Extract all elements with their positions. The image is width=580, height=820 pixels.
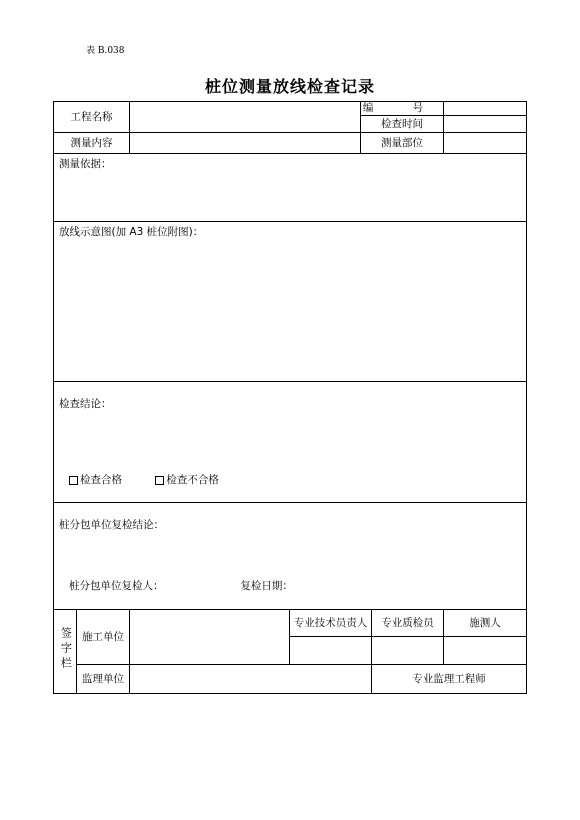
number-value[interactable] xyxy=(444,102,527,116)
survey-basis-label: 测量依据： xyxy=(59,158,112,170)
subcontractor-sign-row xyxy=(69,580,293,592)
project-name-value[interactable] xyxy=(130,102,361,133)
page-title: 桩位测量放线检查记录 xyxy=(204,77,375,96)
form-code: 表 B.038 xyxy=(86,46,125,56)
record-form-table xyxy=(53,101,527,694)
tech-lead-signature[interactable] xyxy=(290,637,372,665)
check-time-value[interactable] xyxy=(444,116,527,133)
tech-lead-label: 专业技术员责人 xyxy=(290,610,372,637)
survey-content-value[interactable] xyxy=(130,133,361,154)
rechecker-label: 桩分包单位复检人： xyxy=(69,580,164,592)
survey-part-value[interactable] xyxy=(444,133,527,154)
surveyor-label: 施测人 xyxy=(444,610,527,637)
fail-label: 检查不合格 xyxy=(166,474,219,486)
recheck-date-label: 复检日期： xyxy=(240,580,293,592)
layout-diagram-label: 放线示意图(加 A3 桩位附图)： xyxy=(59,226,204,238)
pass-option[interactable] xyxy=(69,474,122,486)
survey-content-label: 测量内容 xyxy=(54,133,130,154)
inspection-conclusion-section xyxy=(54,382,527,503)
survey-part-label: 测量部位 xyxy=(361,133,444,154)
fail-option[interactable] xyxy=(155,474,219,486)
pass-label: 检查合格 xyxy=(80,474,122,486)
supervision-unit-label: 监理单位 xyxy=(77,665,130,694)
survey-basis-section[interactable] xyxy=(54,154,527,222)
subcontractor-recheck-section xyxy=(54,503,527,610)
fail-checkbox[interactable] xyxy=(155,476,164,485)
subcontractor-recheck-label: 桩分包单位复检结论： xyxy=(59,519,164,531)
pass-checkbox[interactable] xyxy=(69,476,78,485)
supervision-unit-value[interactable] xyxy=(130,665,372,694)
quality-inspector-label: 专业质检员 xyxy=(372,610,444,637)
surveyor-signature[interactable] xyxy=(444,637,527,665)
layout-diagram-section[interactable] xyxy=(54,222,527,382)
supervising-engineer-label: 专业监理工程师 xyxy=(372,665,527,694)
check-time-label: 检查时间 xyxy=(361,116,444,133)
conclusion-options xyxy=(69,474,249,488)
inspection-conclusion-label: 检查结论： xyxy=(59,398,112,410)
project-name-label: 工程名称 xyxy=(54,102,130,133)
construction-unit-label: 施工单位 xyxy=(77,610,130,665)
signature-column-label: 签字栏 xyxy=(54,610,77,694)
construction-unit-value[interactable] xyxy=(130,610,290,665)
number-label: 编 号 xyxy=(361,102,444,116)
quality-inspector-signature[interactable] xyxy=(372,637,444,665)
